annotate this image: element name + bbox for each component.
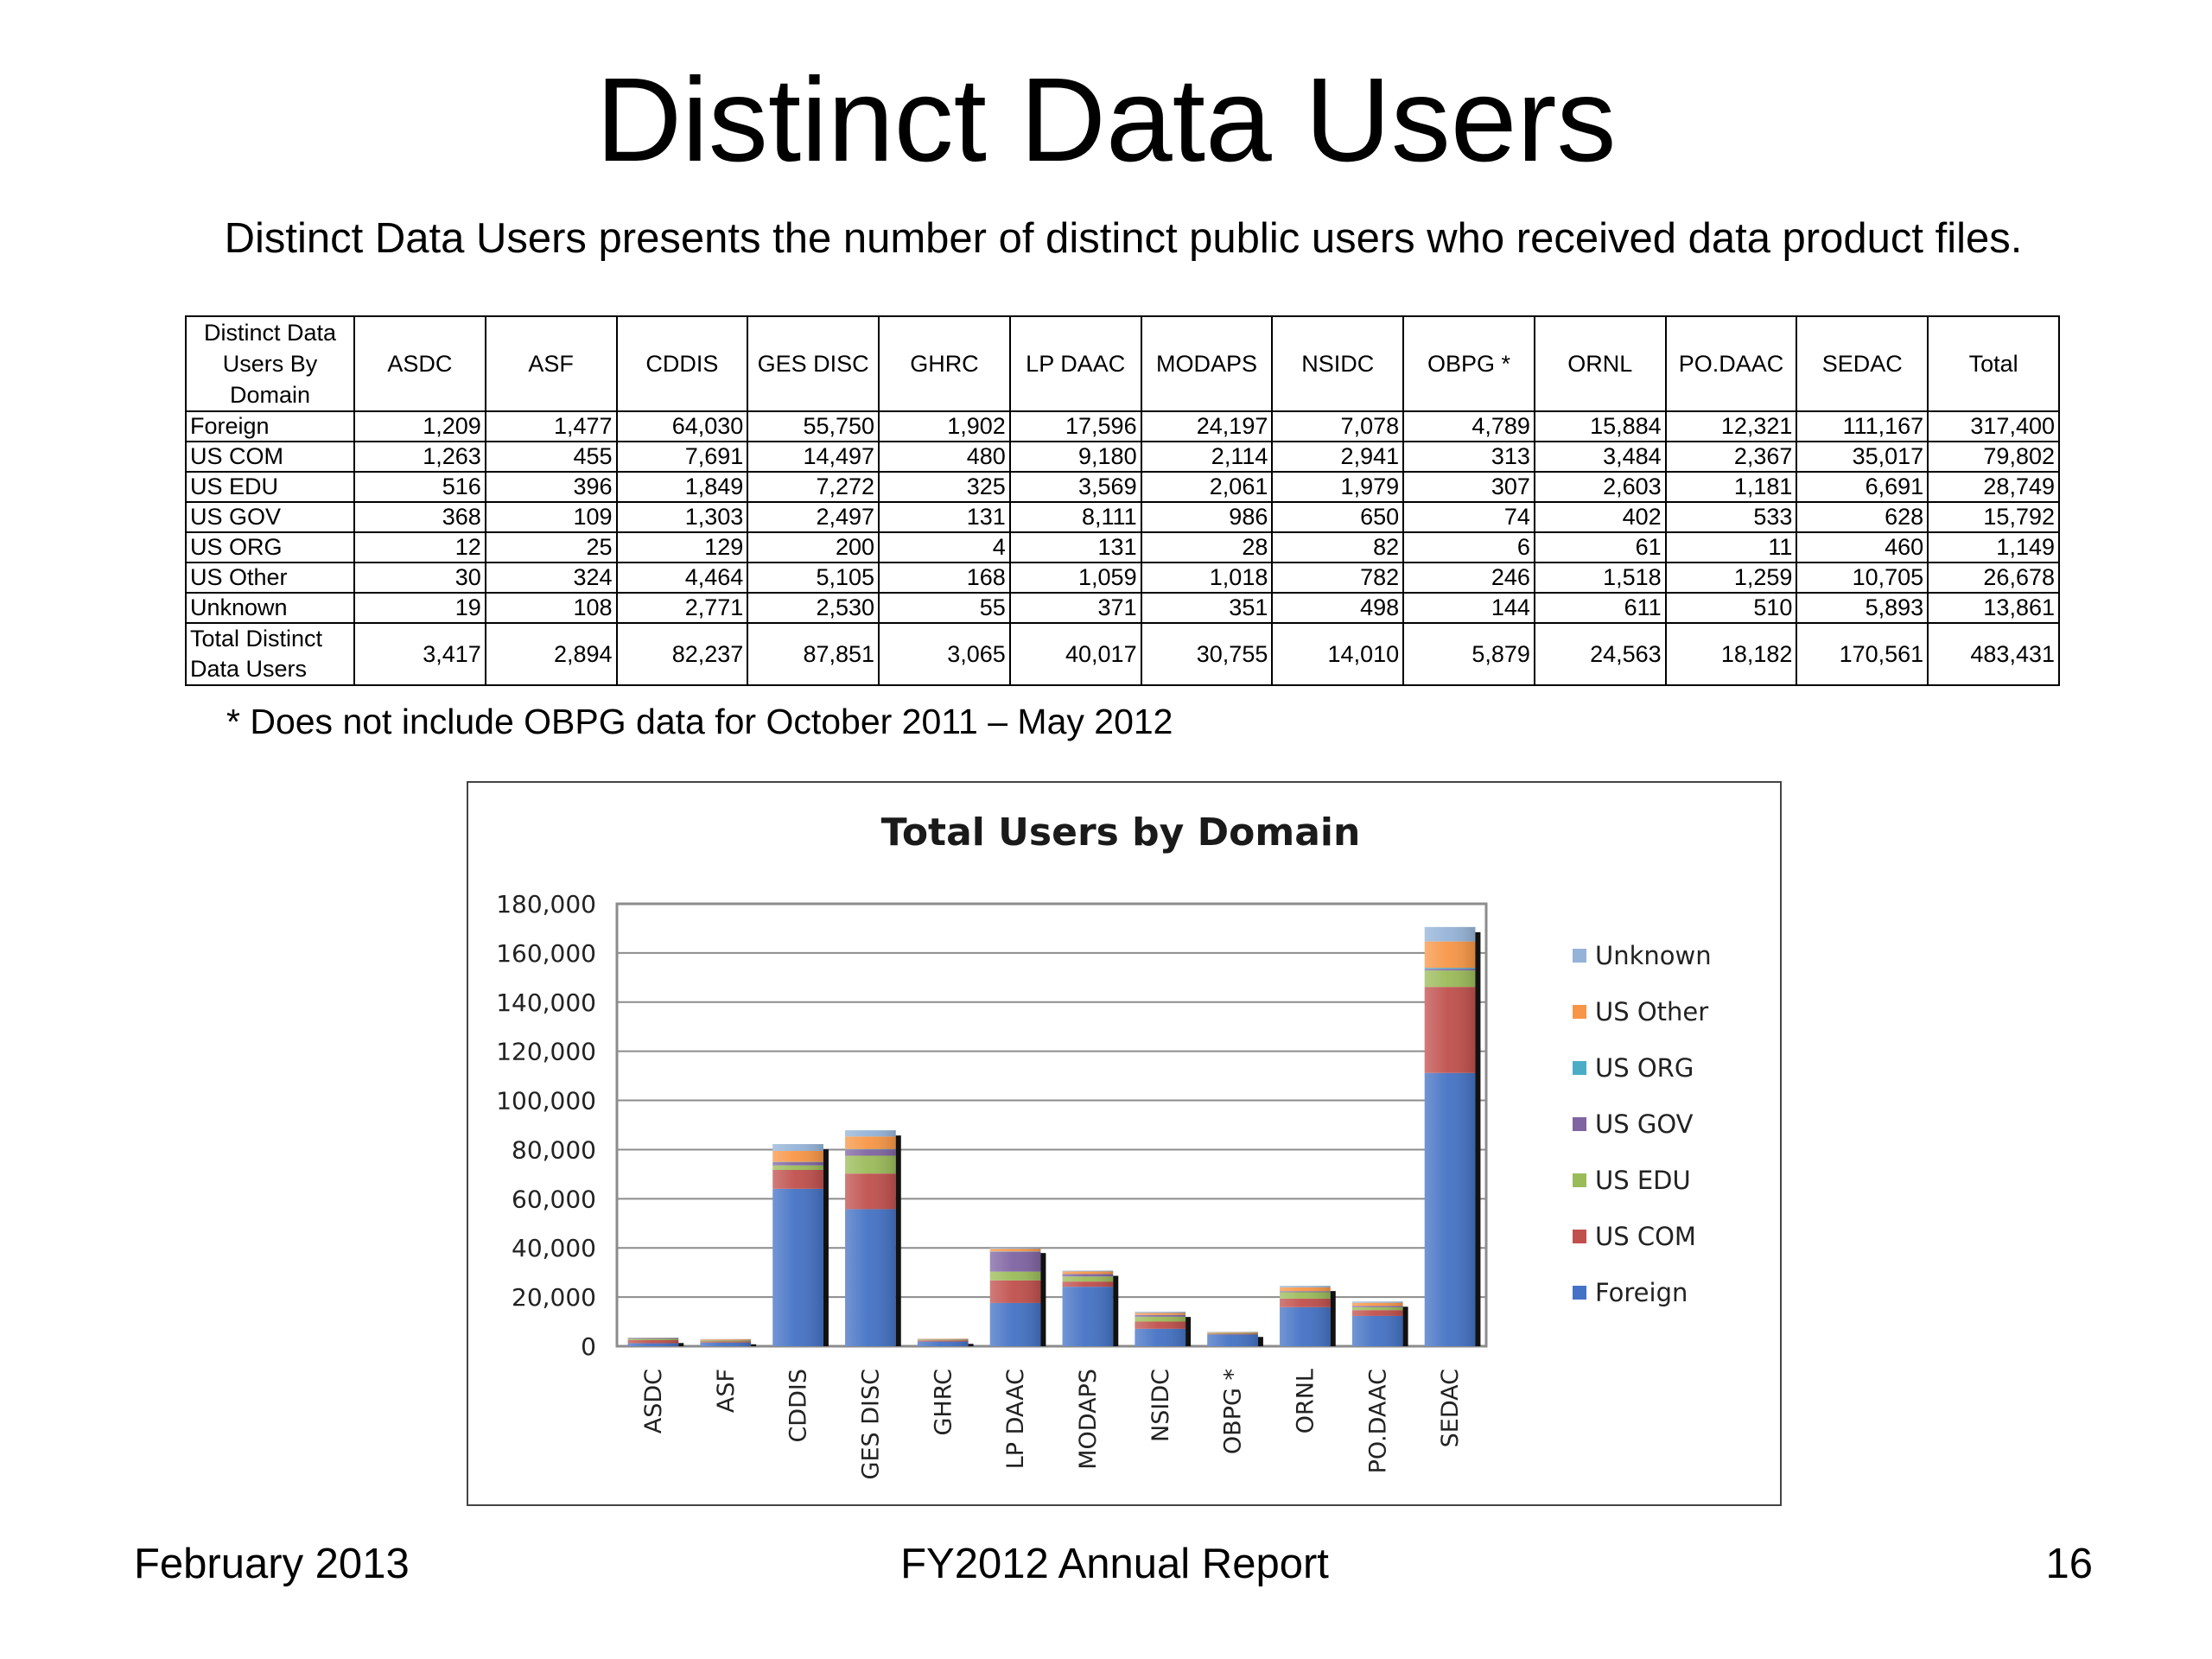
table-cell: 2,771	[617, 593, 748, 623]
footer-date: February 2013	[134, 1541, 410, 1587]
column-header: GES DISC	[747, 316, 879, 411]
table-cell: 111,167	[1796, 411, 1928, 442]
table-row	[186, 411, 2059, 442]
table-cell: 10,705	[1796, 563, 1928, 593]
table-row	[186, 532, 2059, 563]
bar-shadow	[969, 1344, 974, 1346]
table-cell: 1,259	[1666, 563, 1797, 593]
legend-label: US ORG	[1595, 1053, 1694, 1083]
column-header: CDDIS	[617, 316, 748, 411]
bar-shine	[1063, 1271, 1114, 1346]
table-cell: 5,879	[1403, 623, 1535, 685]
bar-shine	[700, 1339, 751, 1346]
table-cell: 15,884	[1535, 411, 1666, 442]
table-cell: 628	[1796, 502, 1928, 532]
x-tick-label: GES DISC	[857, 1369, 885, 1480]
table-cell: 25	[486, 532, 617, 563]
table-cell: 611	[1535, 593, 1666, 623]
table-cell: 108	[486, 593, 617, 623]
column-header: SEDAC	[1796, 316, 1928, 411]
table-cell: 650	[1272, 502, 1403, 532]
table-cell: 7,272	[747, 472, 879, 502]
table-cell: 351	[1141, 593, 1273, 623]
x-tick-label: NSIDC	[1147, 1369, 1174, 1442]
column-header: ASF	[486, 316, 617, 411]
column-header: MODAPS	[1141, 316, 1273, 411]
table-cell: 782	[1272, 563, 1403, 593]
table-cell: 30	[354, 563, 486, 593]
column-header: ORNL	[1535, 316, 1666, 411]
y-tick-label: 20,000	[512, 1283, 596, 1313]
table-row	[186, 623, 2059, 685]
row-label: US COM	[186, 442, 354, 472]
bar-shadow	[678, 1343, 683, 1346]
bar-shadow	[1040, 1253, 1046, 1346]
table-cell: 1,303	[617, 502, 748, 532]
table-cell: 1,059	[1010, 563, 1141, 593]
x-tick-label: ASDC	[639, 1369, 667, 1434]
table-cell: 17,596	[1010, 411, 1141, 442]
table-cell: 371	[1010, 593, 1141, 623]
table-cell: 986	[1141, 502, 1273, 532]
bar-shine	[1135, 1312, 1185, 1346]
bar-shine	[845, 1130, 896, 1346]
table-cell: 307	[1403, 472, 1535, 502]
table-cell: 61	[1535, 532, 1666, 563]
legend-swatch	[1573, 1117, 1586, 1131]
row-label: Foreign	[186, 411, 354, 442]
y-tick-label: 0	[581, 1332, 596, 1361]
legend-swatch	[1573, 949, 1586, 963]
table-cell: 2,497	[747, 502, 879, 532]
table-cell: 2,530	[747, 593, 879, 623]
table-cell: 11	[1666, 532, 1797, 563]
table-cell: 6	[1403, 532, 1535, 563]
table-cell: 14,497	[747, 442, 879, 472]
table-cell: 325	[879, 472, 1010, 502]
table-cell: 55,750	[747, 411, 879, 442]
y-tick-label: 160,000	[496, 938, 596, 968]
slide-subtitle: Distinct Data Users presents the number of distinct public users who received data product files.	[224, 215, 2023, 262]
table-cell: 2,114	[1141, 442, 1273, 472]
bar-shadow	[751, 1344, 756, 1346]
table-cell: 170,561	[1796, 623, 1928, 685]
table-cell: 109	[486, 502, 617, 532]
table-cell: 3,484	[1535, 442, 1666, 472]
footer-report-title: FY2012 Annual Report	[900, 1541, 1329, 1587]
table-cell: 480	[879, 442, 1010, 472]
table-cell: 1,902	[879, 411, 1010, 442]
x-tick-label: ORNL	[1292, 1369, 1319, 1434]
y-tick-label: 140,000	[496, 988, 596, 1017]
table-cell: 2,941	[1272, 442, 1403, 472]
table-cell: 3,569	[1010, 472, 1141, 502]
footnote: * Does not include OBPG data for October 2011 – May 2012	[226, 702, 1173, 741]
table-cell: 8,111	[1010, 502, 1141, 532]
table-cell: 9,180	[1010, 442, 1141, 472]
table-cell: 2,603	[1535, 472, 1666, 502]
table-cell: 79,802	[1928, 442, 2059, 472]
x-tick-label: PO.DAAC	[1364, 1369, 1392, 1474]
table-cell: 14,010	[1272, 623, 1403, 685]
table-row	[186, 502, 2059, 532]
table-cell: 4,464	[617, 563, 748, 593]
legend-label: Foreign	[1595, 1278, 1688, 1307]
table-body	[186, 411, 2059, 685]
table-cell: 26,678	[1928, 563, 2059, 593]
table-header-row	[186, 316, 2059, 411]
bar-shadow	[823, 1149, 829, 1346]
x-tick-label: SEDAC	[1437, 1369, 1465, 1448]
table-cell: 313	[1403, 442, 1535, 472]
table-cell: 1,018	[1141, 563, 1273, 593]
table-cell: 455	[486, 442, 617, 472]
table-cell: 3,417	[354, 623, 486, 685]
table-cell: 87,851	[747, 623, 879, 685]
chart-frame	[467, 781, 1782, 1506]
bar-shine	[1425, 927, 1476, 1346]
y-tick-label: 40,000	[512, 1234, 596, 1263]
plot-area	[617, 904, 1486, 1346]
table-cell: 7,078	[1272, 411, 1403, 442]
table-cell: 1,849	[617, 472, 748, 502]
table-cell: 396	[486, 472, 617, 502]
slide-title: Distinct Data Users	[595, 54, 1617, 187]
table-cell: 12	[354, 532, 486, 563]
row-label: US GOV	[186, 502, 354, 532]
row-label: Unknown	[186, 593, 354, 623]
legend-label: US GOV	[1595, 1109, 1694, 1139]
table-cell: 4,789	[1403, 411, 1535, 442]
table-cell: 200	[747, 532, 879, 563]
bar-shadow	[1475, 932, 1480, 1346]
x-tick-label: GHRC	[930, 1369, 957, 1436]
table-cell: 24,563	[1535, 623, 1666, 685]
table-row	[186, 563, 2059, 593]
table-cell: 6,691	[1796, 472, 1928, 502]
table-cell: 402	[1535, 502, 1666, 532]
bar-shadow	[896, 1135, 901, 1346]
footer-page-number: 16	[2045, 1541, 2093, 1587]
table-cell: 24,197	[1141, 411, 1273, 442]
table-cell: 35,017	[1796, 442, 1928, 472]
table-cell: 1,979	[1272, 472, 1403, 502]
table-cell: 498	[1272, 593, 1403, 623]
table-cell: 12,321	[1666, 411, 1797, 442]
bar-shine	[990, 1248, 1041, 1346]
bar-shine	[772, 1144, 823, 1346]
table-cell: 483,431	[1928, 623, 2059, 685]
table-cell: 13,861	[1928, 593, 2059, 623]
column-header: NSIDC	[1272, 316, 1403, 411]
x-tick-label: ASF	[712, 1369, 740, 1414]
y-tick-label: 60,000	[512, 1185, 596, 1214]
table-cell: 28,749	[1928, 472, 2059, 502]
table-cell: 40,017	[1010, 623, 1141, 685]
y-tick-label: 120,000	[496, 1037, 596, 1066]
table-cell: 1,181	[1666, 472, 1797, 502]
y-tick-label: 80,000	[512, 1135, 596, 1165]
table-cell: 30,755	[1141, 623, 1273, 685]
table-row	[186, 472, 2059, 502]
x-tick-label: MODAPS	[1074, 1369, 1102, 1470]
table-cell: 82,237	[617, 623, 748, 685]
bar-shine	[628, 1338, 679, 1346]
legend-swatch	[1573, 1286, 1586, 1300]
column-header: ASDC	[354, 316, 486, 411]
column-header: LP DAAC	[1010, 316, 1141, 411]
table-cell: 2,061	[1141, 472, 1273, 502]
table-cell: 74	[1403, 502, 1535, 532]
table-cell: 1,209	[354, 411, 486, 442]
table-cell: 1,477	[486, 411, 617, 442]
bar-shadow	[1331, 1291, 1336, 1346]
bar-shine	[1280, 1286, 1331, 1346]
table-cell: 15,792	[1928, 502, 2059, 532]
legend-label: US EDU	[1595, 1166, 1691, 1195]
chart-title: Total Users by Domain	[880, 810, 1361, 855]
stacked-bar-chart	[468, 783, 1780, 1504]
table-cell: 510	[1666, 593, 1797, 623]
legend-label: US Other	[1595, 997, 1709, 1027]
x-tick-label: LP DAAC	[1002, 1369, 1030, 1470]
table-row	[186, 593, 2059, 623]
table-cell: 4	[879, 532, 1010, 563]
x-tick-label: OBPG *	[1219, 1369, 1247, 1455]
table-cell: 129	[617, 532, 748, 563]
table-cell: 1,518	[1535, 563, 1666, 593]
table-cell: 82	[1272, 532, 1403, 563]
table-cell: 533	[1666, 502, 1797, 532]
y-tick-label: 100,000	[496, 1086, 596, 1116]
row-label: Total Distinct Data Users	[186, 623, 354, 685]
legend-swatch	[1573, 1230, 1586, 1243]
table-cell: 55	[879, 593, 1010, 623]
table-cell: 324	[486, 563, 617, 593]
table-cell: 2,367	[1666, 442, 1797, 472]
table-cell: 18,182	[1666, 623, 1797, 685]
column-header: Total	[1928, 316, 2059, 411]
table-cell: 144	[1403, 593, 1535, 623]
distinct-users-table	[185, 315, 2060, 686]
table-cell: 131	[879, 502, 1010, 532]
table-cell: 3,065	[879, 623, 1010, 685]
table-row	[186, 442, 2059, 472]
bar-shadow	[1403, 1306, 1408, 1346]
table-cell: 516	[354, 472, 486, 502]
table-cell: 368	[354, 502, 486, 532]
row-label: US ORG	[186, 532, 354, 563]
bar-shine	[1352, 1301, 1403, 1346]
table-cell: 246	[1403, 563, 1535, 593]
table-cell: 460	[1796, 532, 1928, 563]
table-cell: 131	[1010, 532, 1141, 563]
legend-swatch	[1573, 1173, 1586, 1187]
table-cell: 5,105	[747, 563, 879, 593]
table-cell: 5,893	[1796, 593, 1928, 623]
bar-shine	[1207, 1332, 1258, 1346]
table-cell: 64,030	[617, 411, 748, 442]
y-tick-label: 180,000	[496, 890, 596, 918]
legend-swatch	[1573, 1061, 1586, 1075]
column-header: GHRC	[879, 316, 1010, 411]
legend-swatch	[1573, 1005, 1586, 1019]
legend-label: US COM	[1595, 1222, 1696, 1251]
table-corner-header: Distinct Data Users By Domain	[186, 316, 354, 411]
row-label: US Other	[186, 563, 354, 593]
table-cell: 7,691	[617, 442, 748, 472]
table-cell: 1,149	[1928, 532, 2059, 563]
row-label: US EDU	[186, 472, 354, 502]
table-cell: 317,400	[1928, 411, 2059, 442]
x-tick-label: CDDIS	[785, 1369, 812, 1443]
table-cell: 28	[1141, 532, 1273, 563]
table-cell: 2,894	[486, 623, 617, 685]
table-cell: 168	[879, 563, 1010, 593]
legend-label: Unknown	[1595, 941, 1712, 970]
table-cell: 19	[354, 593, 486, 623]
table-cell: 1,263	[354, 442, 486, 472]
bar-shadow	[1185, 1317, 1191, 1346]
column-header: PO.DAAC	[1666, 316, 1797, 411]
bar-shadow	[1113, 1276, 1118, 1346]
bar-shine	[918, 1338, 969, 1346]
bar-shadow	[1258, 1337, 1263, 1346]
column-header: OBPG *	[1403, 316, 1535, 411]
